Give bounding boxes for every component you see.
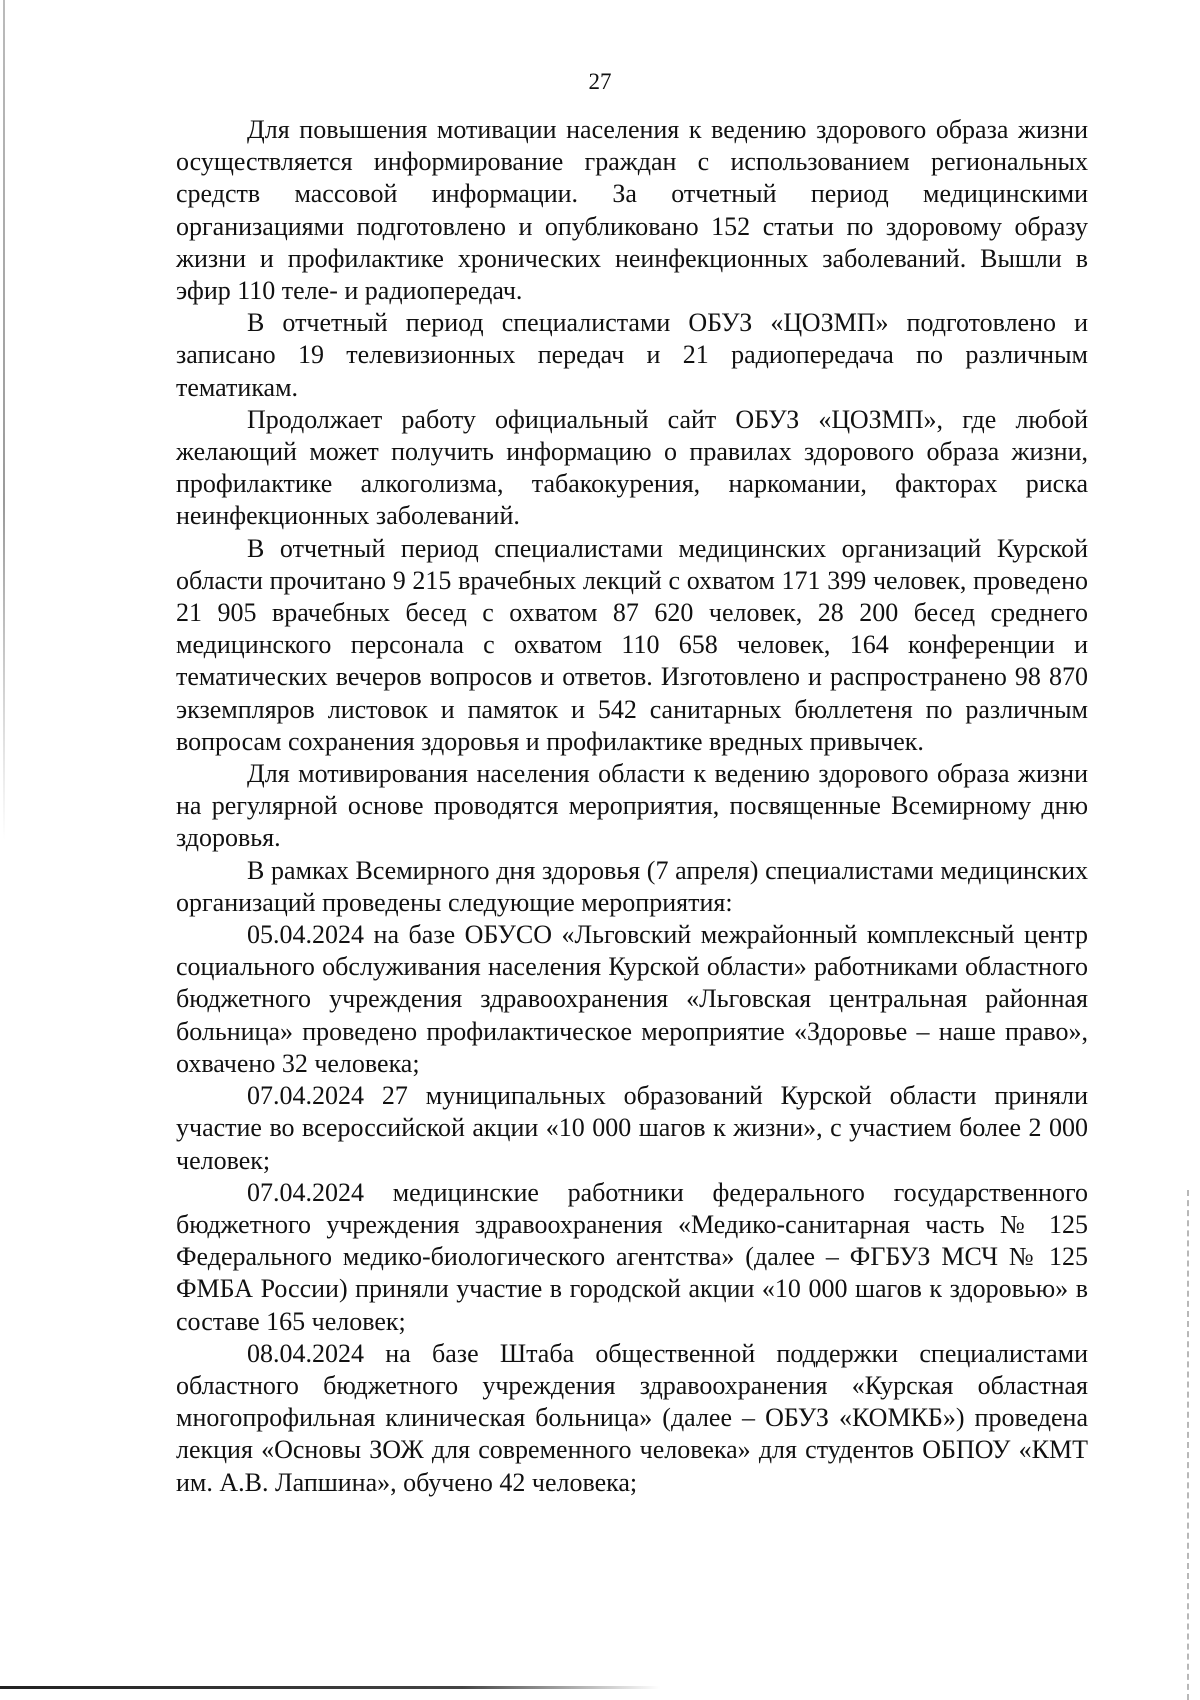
scan-edge-right — [1187, 1190, 1189, 1700]
paragraph: 08.04.2024 на базе Штаба общественной поддержки специалистами областного бюджетного учреждения здравоохранения «Курская областная многопрофильная клиническая больница» (далее – ОБУЗ «КОМКБ») проведена лекция «Основы ЗОЖ для современного человека» для студентов ОБПОУ «КМТ им. А.В. Лапшина», обучено 42 человека; — [176, 1338, 1088, 1497]
paragraph: В рамках Всемирного дня здоровья (7 апреля) специалистами медицинских организаций проведены следующие мероприятия: — [176, 855, 1088, 917]
paragraph: В отчетный период специалистами ОБУЗ «ЦОЗМП» подготовлено и записано 19 телевизионных передач и 21 радиопередача по различным тематикам. — [176, 308, 1088, 402]
paragraph: 07.04.2024 медицинские работники федерального государственного бюджетного учреждения здравоохранения «Медико-санитарная часть № 125 Федерального медико-биологического агентства» (далее – ФГБУЗ МСЧ № 125 ФМБА России) приняли участие в городской акции «10 000 шагов к здоровью» в составе 165 человек; — [176, 1177, 1088, 1336]
page-number: 27 — [588, 69, 612, 94]
body-text — [176, 114, 1088, 1499]
paragraph: В отчетный период специалистами медицинских организаций Курской области прочитано 9 215 врачебных лекций с охватом 171 399 человек, проведено 21 905 врачебных бесед с охватом 87 620 человек, 28 200 бесед среднего медицинского персонала с охватом 110 658 человек, 164 конференции и тематических вечеров вопросов и ответов. Изготовлено и распространено 98 870 экземпляров листовок и памяток и 542 санитарных бюллетеня по различным вопросам сохранения здоровья и профилактике вредных привычек. — [176, 533, 1088, 756]
paragraph: 07.04.2024 27 муниципальных образований Курской области приняли участие во всероссийской акции «10 000 шагов к жизни», с участием более 2 000 человек; — [176, 1081, 1088, 1175]
paragraph: Продолжает работу официальный сайт ОБУЗ «ЦОЗМП», где любой желающий может получить информацию о правилах здорового образа жизни, профилактике алкоголизма, табакокурения, наркомании, факторах риска неинфекционных заболеваний. — [176, 404, 1088, 531]
scan-edge-left — [3, 0, 5, 840]
paragraph: Для мотивирования населения области к ведению здорового образа жизни на регулярной основе проводятся мероприятия, посвященные Всемирному дню здоровья. — [176, 759, 1088, 853]
scan-edge-bottom — [0, 1686, 660, 1689]
paragraph: Для повышения мотивации населения к ведению здорового образа жизни осуществляется информирование граждан с использованием региональных средств массовой информации. За отчетный период медицинскими организациями подготовлено и опубликовано 152 статьи по здоровому образу жизни и профилактике хронических неинфекционных заболеваний. Вышли в эфир 110 теле- и радиопередач. — [176, 115, 1088, 306]
paragraph: 05.04.2024 на базе ОБУСО «Льговский межрайонный комплексный центр социального обслуживания населения Курской области» работниками областного бюджетного учреждения здравоохранения «Льговская центральная районная больница» проведено профилактическое мероприятие «Здоровье – наше право», охвачено 32 человека; — [176, 920, 1088, 1078]
